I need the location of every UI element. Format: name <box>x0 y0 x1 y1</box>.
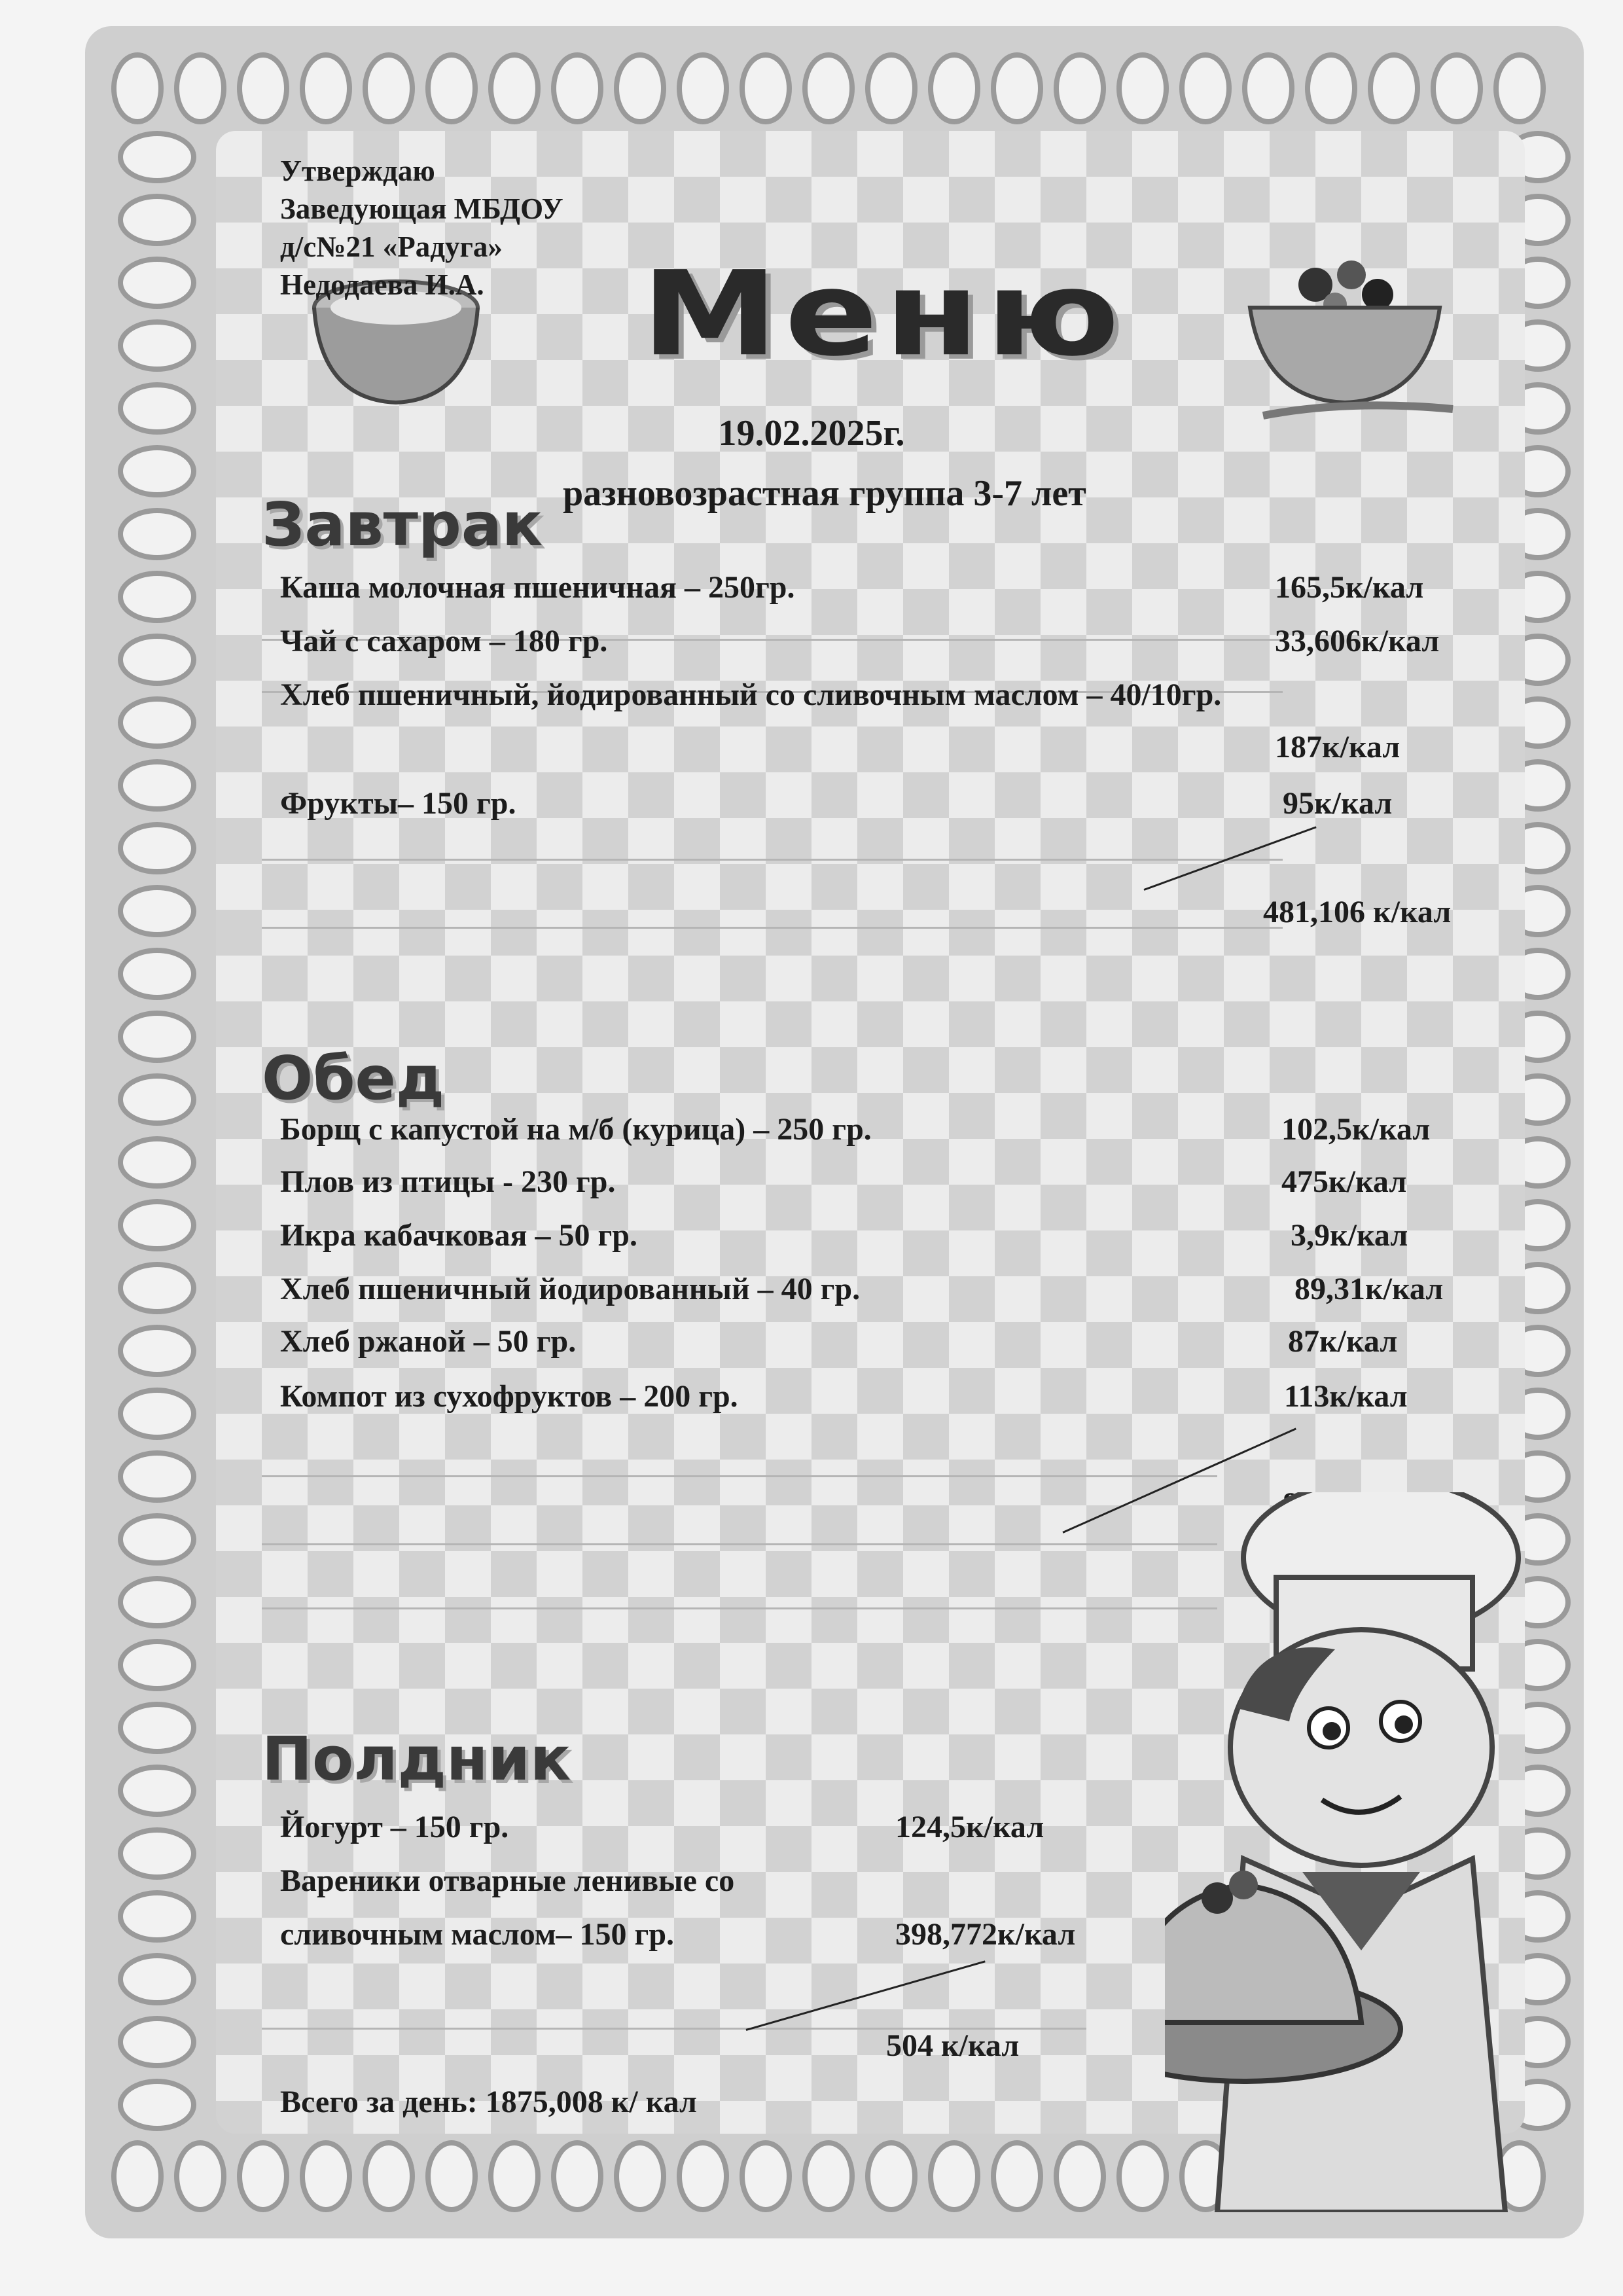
scallop-ornament <box>118 1011 196 1063</box>
scallop-ornament <box>991 52 1043 124</box>
scallop-ornament <box>1368 52 1420 124</box>
scallop-ornament <box>363 2140 415 2212</box>
scallop-ornament <box>111 52 164 124</box>
lunch-item-name: Плов из птицы - 230 гр. <box>280 1164 616 1199</box>
scallop-ornament <box>802 2140 855 2212</box>
breakfast-item-kcal: 95к/кал <box>1283 786 1393 821</box>
menu-date: 19.02.2025г. <box>718 413 905 454</box>
scallop-ornament <box>237 2140 289 2212</box>
scallop-ornament <box>425 52 478 124</box>
scallop-ornament <box>118 1199 196 1251</box>
lunch-item-kcal: 3,9к/кал <box>1291 1218 1408 1253</box>
scallop-ornament <box>928 52 980 124</box>
scallop-ornament <box>677 52 729 124</box>
chef-illustration <box>1165 1492 1571 2212</box>
ruled-line <box>262 1475 1217 1477</box>
scallop-ornament <box>118 508 196 560</box>
snack-title: Полдник <box>262 1724 571 1794</box>
scallop-ornament <box>740 2140 792 2212</box>
cereal-bowl-icon <box>1237 249 1459 432</box>
age-group: разновозрастная группа 3-7 лет <box>563 473 1086 514</box>
breakfast-item-name: Чай с сахаром – 180 гр. <box>280 624 608 658</box>
scallop-ornament <box>1116 52 1169 124</box>
approval-block <box>280 152 563 304</box>
scallop-ornament <box>118 948 196 1000</box>
scallop-ornament <box>118 1136 196 1189</box>
scallop-ornament <box>614 52 666 124</box>
scallop-ornament <box>551 2140 603 2212</box>
snack-item-kcal: 124,5к/кал <box>895 1810 1044 1844</box>
scallop-ornament <box>118 1576 196 1628</box>
scallop-ornament <box>865 52 918 124</box>
scallop-ornament <box>118 571 196 623</box>
breakfast-item-name: Каша молочная пшеничная – 250гр. <box>280 570 795 605</box>
lunch-item-kcal: 475к/кал <box>1281 1164 1407 1199</box>
lunch-item-name: Хлеб пшеничный йодированный – 40 гр. <box>280 1272 861 1306</box>
scallop-ornament <box>1305 52 1357 124</box>
breakfast-total: 481,106 к/кал <box>1263 895 1452 929</box>
ruled-line <box>262 1607 1217 1609</box>
scallop-ornament <box>174 2140 226 2212</box>
lunch-item-kcal: 102,5к/кал <box>1281 1112 1431 1147</box>
scallop-ornament <box>118 822 196 874</box>
scallop-ornament <box>614 2140 666 2212</box>
lunch-item-name: Хлеб ржаной – 50 гр. <box>280 1324 577 1359</box>
lunch-item-kcal: 89,31к/кал <box>1294 1272 1444 1306</box>
approval-line: Заведующая МБДОУ <box>280 192 563 225</box>
snack-item-name: сливочным маслом– 150 гр. <box>280 1917 675 1952</box>
lunch-item-name: Икра кабачковая – 50 гр. <box>280 1218 637 1253</box>
scallop-ornament <box>118 1388 196 1440</box>
approval-line: д/с№21 «Радуга» <box>280 230 503 263</box>
scallop-ornament <box>118 1073 196 1126</box>
scallop-ornament <box>118 319 196 372</box>
snack-item-name: Йогурт – 150 гр. <box>280 1810 509 1844</box>
scallop-ornament <box>740 52 792 124</box>
scallop-ornament <box>300 52 352 124</box>
scallop-ornament <box>1116 2140 1169 2212</box>
scallop-ornament <box>118 1890 196 1943</box>
lunch-item-name: Борщ с капустой на м/б (курица) – 250 гр. <box>280 1112 872 1147</box>
scallop-ornament <box>237 52 289 124</box>
scallop-ornament <box>363 52 415 124</box>
approval-line: Утверждаю <box>280 154 435 187</box>
snack-item-kcal: 398,772к/кал <box>895 1917 1076 1952</box>
lunch-item-kcal: 87к/кал <box>1288 1324 1398 1359</box>
day-total: Всего за день: 1875,008 к/ кал <box>280 2085 697 2119</box>
ruled-line <box>262 1543 1217 1545</box>
scallop-ornament <box>1493 52 1546 124</box>
scallop-ornament <box>118 759 196 812</box>
breakfast-title: Завтрак <box>262 490 543 560</box>
scallop-ornament <box>118 696 196 749</box>
scallop-ornament <box>991 2140 1043 2212</box>
scallop-ornament <box>111 2140 164 2212</box>
scallop-ornament <box>118 1702 196 1754</box>
scallop-ornament <box>118 131 196 183</box>
lunch-title: Обед <box>262 1043 445 1113</box>
scallop-ornament <box>1054 52 1106 124</box>
ruled-line <box>262 927 1283 929</box>
scallop-ornament <box>118 634 196 686</box>
scallop-ornament <box>928 2140 980 2212</box>
scallop-ornament <box>865 2140 918 2212</box>
menu-title: Меню <box>641 245 1126 382</box>
scallop-ornament <box>118 1827 196 1880</box>
scallop-ornament <box>118 194 196 246</box>
scallop-ornament <box>425 2140 478 2212</box>
scallop-ornament <box>118 885 196 937</box>
scallop-ornament <box>118 257 196 309</box>
approval-line: Недодаева И.А. <box>280 268 484 301</box>
lunch-item-name: Компот из сухофруктов – 200 гр. <box>280 1379 738 1414</box>
lunch-item-kcal: 113к/кал <box>1284 1379 1408 1414</box>
snack-total: 504 к/кал <box>886 2028 1020 2063</box>
scallop-ornament <box>1242 52 1294 124</box>
scallop-ornament <box>677 2140 729 2212</box>
scallop-ornament <box>488 2140 541 2212</box>
breakfast-item-kcal: 187к/кал <box>1275 730 1400 764</box>
scallop-ornament <box>488 52 541 124</box>
scallop-ornament <box>174 52 226 124</box>
breakfast-item-name: Хлеб пшеничный, йодированный со сливочным маслом – 40/10гр. <box>280 677 1222 712</box>
scallop-ornament <box>118 1953 196 2005</box>
ruled-line <box>262 859 1283 861</box>
scallop-ornament <box>1054 2140 1106 2212</box>
scallop-ornament <box>118 1262 196 1314</box>
scallop-ornament <box>118 1325 196 1377</box>
breakfast-item-kcal: 33,606к/кал <box>1275 624 1440 658</box>
scallop-ornament <box>118 2079 196 2131</box>
scallop-ornament <box>1431 52 1483 124</box>
breakfast-item-kcal: 165,5к/кал <box>1275 570 1424 605</box>
breakfast-item-name: Фрукты– 150 гр. <box>280 786 516 821</box>
scallop-ornament <box>300 2140 352 2212</box>
scallop-ornament <box>118 1450 196 1503</box>
scallop-ornament <box>118 1513 196 1566</box>
scallop-ornament <box>118 1639 196 1691</box>
scallop-ornament <box>802 52 855 124</box>
scallop-ornament <box>118 1765 196 1817</box>
scallop-ornament <box>551 52 603 124</box>
scallop-ornament <box>1179 52 1232 124</box>
scallop-ornament <box>118 2016 196 2068</box>
snack-item-name: Вареники отварные ленивые со <box>280 1863 735 1898</box>
